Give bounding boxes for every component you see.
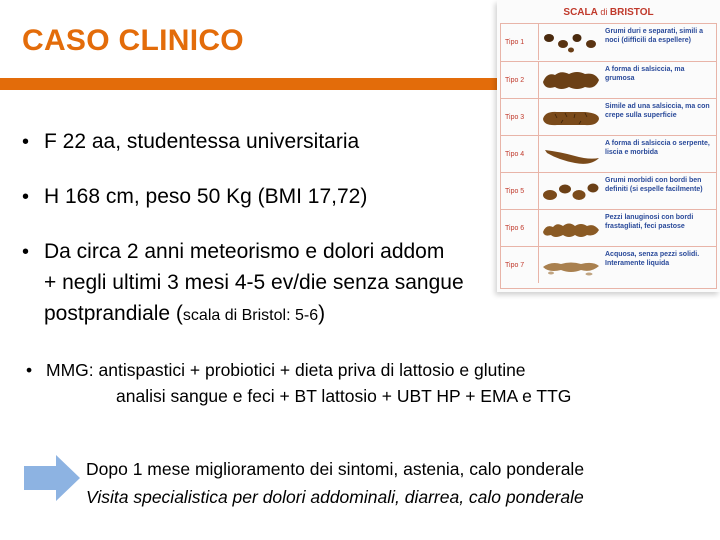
bristol-row-5	[501, 172, 716, 209]
bristol-row-3	[501, 98, 716, 135]
bullet-dot: •	[22, 241, 30, 263]
bullet-symptoms-line3-main: postprandiale (	[44, 302, 183, 325]
stool-type2-icon	[541, 64, 601, 96]
slide-title: CASO CLINICO	[22, 24, 244, 57]
mmg-line1: MMG: antispastici + probiotici + dieta priva di lattosio e glutine	[46, 360, 526, 380]
bristol-title-word2: di	[597, 7, 610, 17]
bristol-row-desc: Pezzi lanuginosi con bordi frastagliati, feci pastose	[605, 214, 694, 230]
bullet-symptoms-line3-end: )	[318, 302, 326, 325]
conclusion-line2: Visita specialistica per dolori addominali, diarrea, calo ponderale	[86, 487, 584, 507]
bristol-row-label: Tipo 2	[501, 62, 539, 98]
bristol-row-label: Tipo 5	[501, 173, 539, 209]
bristol-row-desc: A forma di salsiccia o serpente, liscia e morbida	[605, 140, 710, 156]
stool-type6-icon	[541, 212, 601, 244]
bristol-title-word1: SCALA	[563, 7, 598, 18]
right-arrow-icon	[24, 455, 80, 501]
bristol-score-note: scala di Bristol: 5-6	[182, 307, 319, 324]
bristol-row-label: Tipo 3	[501, 99, 539, 135]
bristol-title-word3: BRISTOL	[609, 7, 654, 18]
bristol-row-label: Tipo 7	[501, 247, 539, 283]
stool-type4-icon	[541, 138, 601, 170]
bristol-row-4	[501, 135, 716, 172]
bullet-dot: •	[22, 186, 30, 208]
bristol-row-label: Tipo 1	[501, 24, 539, 60]
stool-type3-icon	[541, 101, 601, 133]
bristol-row-desc: A forma di salsiccia, ma grumosa	[605, 66, 685, 82]
bullet-height-weight-text: H 168 cm, peso 50 Kg (BMI 17,72)	[44, 185, 368, 208]
conclusion-text	[86, 455, 584, 511]
bristol-row-label: Tipo 6	[501, 210, 539, 246]
mmg-line2: analisi sangue e feci + BT lattosio + UBT HP + EMA e TTG	[116, 386, 572, 406]
bristol-row-desc: Grumi duri e separati, simili a noci (difficili da espellere)	[605, 28, 704, 44]
bristol-row-label: Tipo 4	[501, 136, 539, 172]
stool-type7-icon	[541, 249, 601, 281]
bristol-row-desc: Grumi morbidi con bordi ben definiti (si espelle facilmente)	[605, 177, 703, 193]
title-underline-bar	[0, 78, 500, 90]
bullet-dot: •	[22, 131, 30, 153]
bristol-row-6	[501, 209, 716, 246]
bristol-scale-table	[500, 23, 717, 289]
stool-type5-icon	[541, 175, 601, 207]
bristol-scale-title	[497, 7, 720, 18]
bristol-row-desc: Simile ad una salsiccia, ma con crepe sulla superficie	[605, 103, 710, 119]
bristol-scale-panel	[497, 0, 720, 292]
bullet-symptoms-line3	[44, 299, 325, 331]
bristol-row-desc: Acquosa, senza pezzi solidi. Interamente liquida	[605, 251, 700, 267]
bullet-dot: •	[26, 360, 33, 380]
bullet-age-text: F 22 aa, studentessa universitaria	[44, 130, 360, 153]
bullet-symptoms-line2: + negli ultimi 3 mesi 4-5 ev/die senza sangue	[44, 271, 464, 294]
bristol-row-1	[501, 24, 716, 61]
bristol-row-7	[501, 246, 716, 283]
stool-type1-icon	[541, 26, 601, 58]
bullet-symptoms-line1: Da circa 2 anni meteorismo e dolori addom	[44, 240, 445, 263]
conclusion-line1: Dopo 1 mese miglioramento dei sintomi, astenia, calo ponderale	[86, 459, 585, 479]
bristol-row-2	[501, 61, 716, 98]
